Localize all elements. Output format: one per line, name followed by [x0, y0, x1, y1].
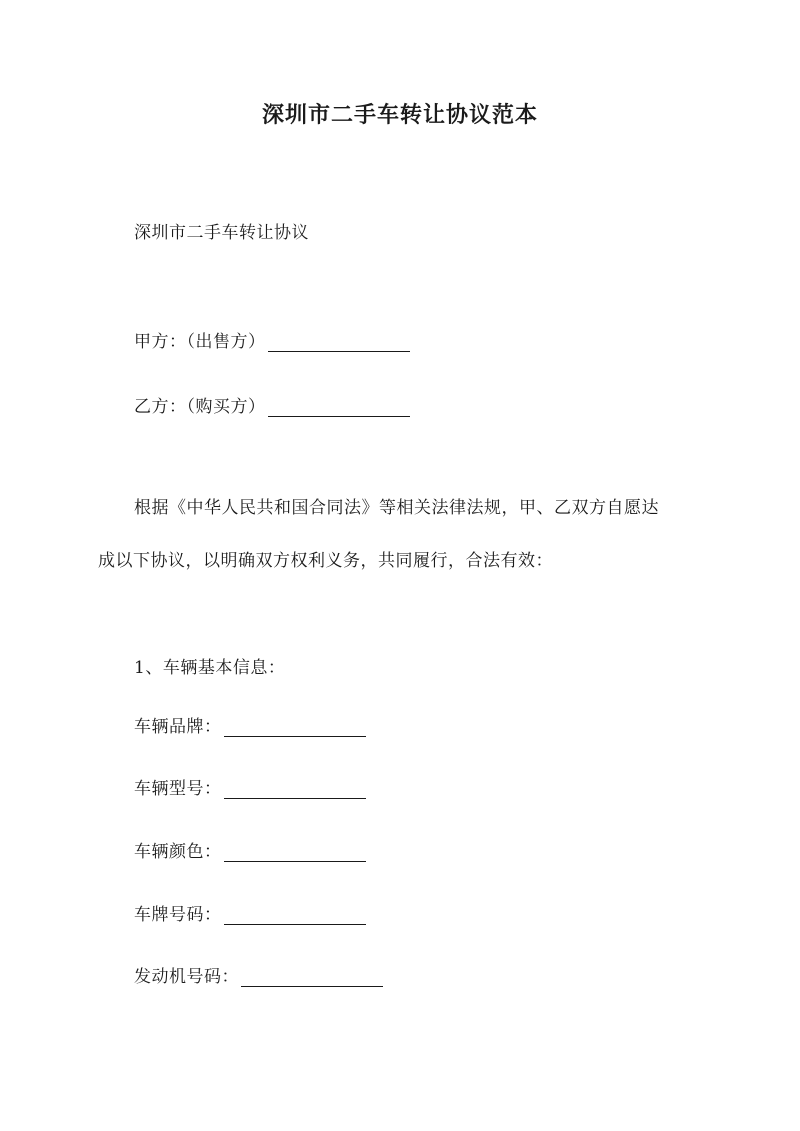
color-blank	[224, 842, 366, 862]
model-label: 车辆型号：	[134, 779, 222, 799]
party-b-line	[134, 392, 410, 417]
agreement-subtitle: 深圳市二手车转让协议	[134, 223, 309, 243]
plate-label: 车牌号码：	[134, 905, 222, 925]
plate-field	[134, 900, 366, 925]
engine-label: 发动机号码：	[134, 967, 239, 987]
party-a-label: 甲方：（出售方）	[134, 332, 266, 352]
party-a-line	[134, 327, 410, 352]
intro-paragraph-line-2: 成以下协议，以明确双方权利义务，共同履行，合法有效：	[98, 551, 553, 571]
model-blank	[224, 779, 366, 799]
brand-field	[134, 712, 366, 737]
color-label: 车辆颜色：	[134, 842, 222, 862]
engine-blank	[241, 967, 383, 987]
party-b-label: 乙方：（购买方）	[134, 397, 266, 417]
section-1-heading: 1、车辆基本信息：	[134, 658, 286, 678]
party-a-blank	[268, 332, 410, 352]
brand-label: 车辆品牌：	[134, 717, 222, 737]
color-field	[134, 837, 366, 862]
document-title: 深圳市二手车转让协议范本	[261, 102, 538, 128]
party-b-blank	[268, 397, 410, 417]
brand-blank	[224, 717, 366, 737]
model-field	[134, 774, 366, 799]
intro-paragraph-line-1: 根据《中华人民共和国合同法》等相关法律法规，甲、乙双方自愿达	[134, 498, 659, 518]
plate-blank	[224, 905, 366, 925]
engine-field	[134, 962, 383, 987]
